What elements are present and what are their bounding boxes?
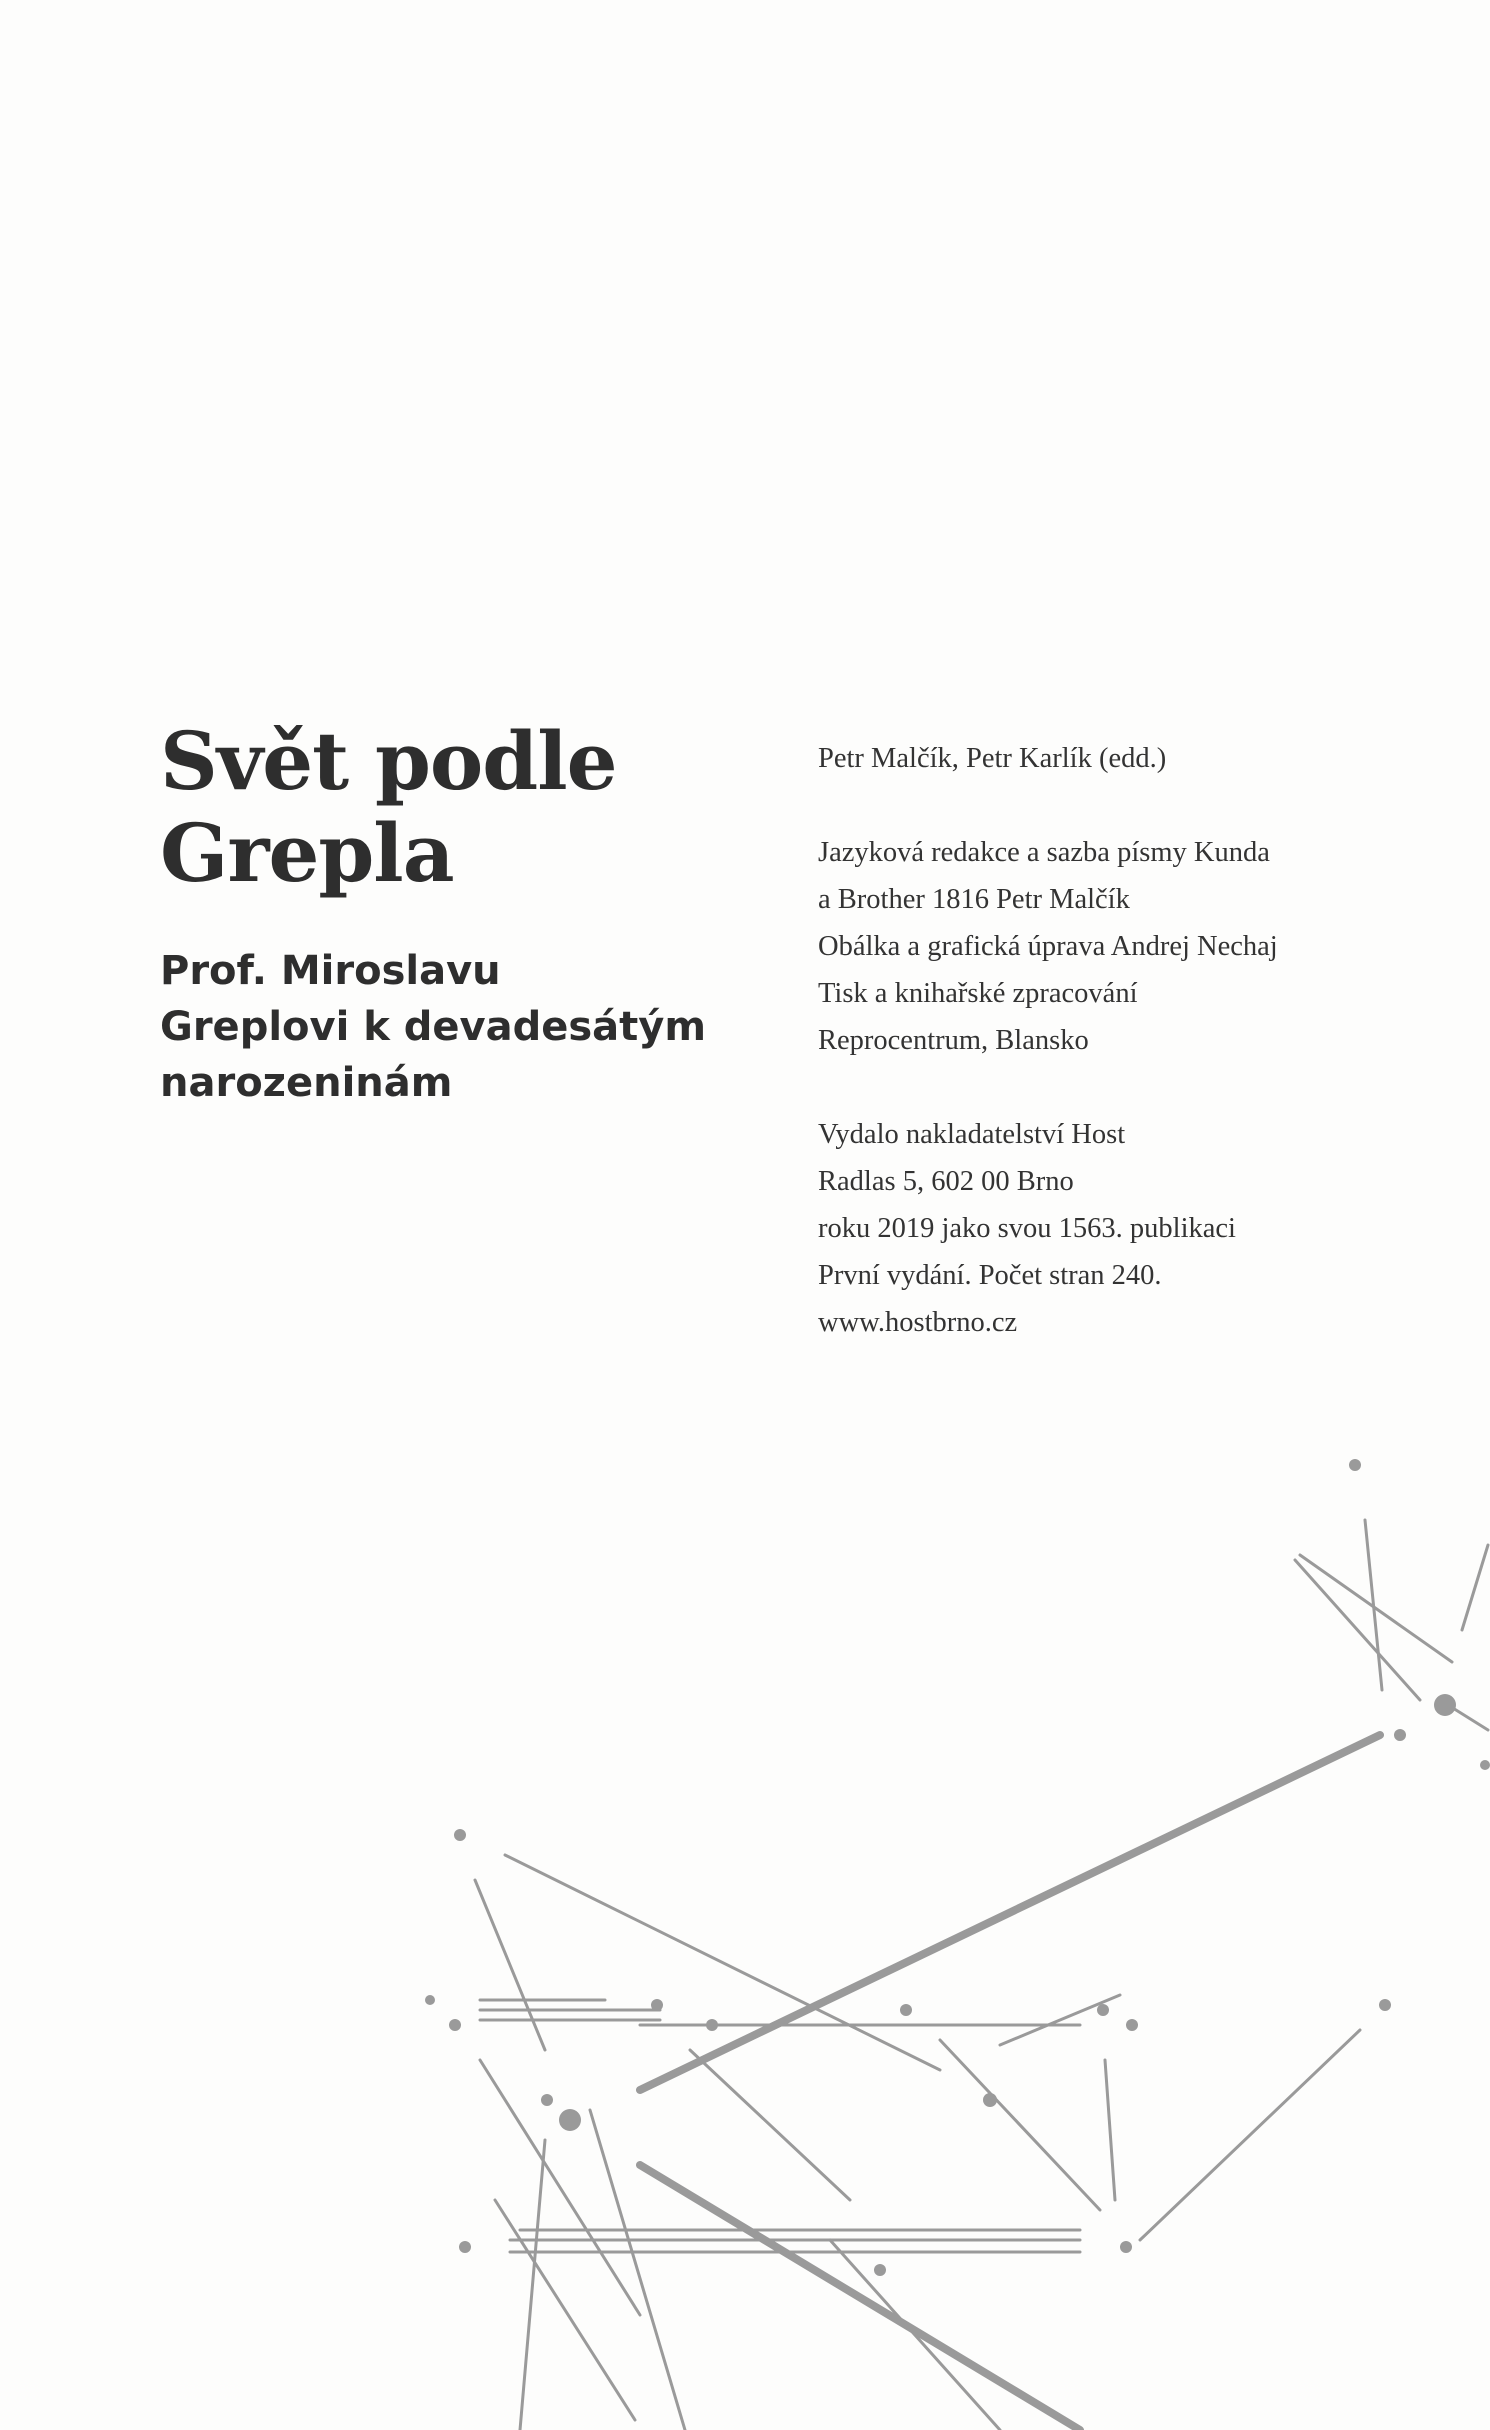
decoration-dot	[1120, 2241, 1132, 2253]
decoration-dot	[454, 1829, 466, 1841]
decoration-line	[480, 2060, 640, 2315]
book-subtitle-line-3: narozeninám	[160, 1060, 453, 1106]
publisher-line: Radlas 5, 602 00 Brno	[818, 1166, 1074, 1197]
decoration-line	[940, 2040, 1100, 2210]
decoration-dot	[706, 2019, 718, 2031]
editors-line: Petr Malčík, Petr Karlík (edd.)	[818, 743, 1167, 774]
book-title-line-2: Grepla	[160, 806, 454, 900]
book-subtitle-line-2: Greplovi k devadesátým	[160, 1004, 707, 1050]
decoration-line	[590, 2110, 685, 2430]
decoration-line	[1365, 1520, 1382, 1690]
decoration-dot	[1126, 2019, 1138, 2031]
decoration-line	[1300, 1555, 1452, 1662]
decoration-dot	[1097, 2004, 1109, 2016]
decoration-line	[520, 2140, 545, 2430]
decoration-dot	[559, 2109, 581, 2131]
decoration-dot	[541, 2094, 553, 2106]
decoration-dot	[874, 2264, 886, 2276]
decoration-dot	[459, 2241, 471, 2253]
publisher-line: Vydalo nakladatelství Host	[818, 1119, 1126, 1150]
decoration-line	[1140, 2030, 1360, 2240]
decoration-line	[1462, 1545, 1488, 1630]
production-line: Reprocentrum, Blansko	[818, 1025, 1089, 1056]
decoration-line	[1105, 2060, 1115, 2200]
production-line: Tisk a knihařské zpracování	[818, 978, 1138, 1009]
decoration-line	[1000, 1995, 1120, 2045]
decoration-dot	[1394, 1729, 1406, 1741]
decoration-dot	[900, 2004, 912, 2016]
decoration-dots	[425, 1459, 1490, 2276]
decoration-dot	[1434, 1694, 1456, 1716]
production-line: Obálka a grafická úprava Andrej Nechaj	[818, 931, 1278, 962]
decoration-dot	[1379, 1999, 1391, 2011]
decoration-line	[495, 2200, 635, 2420]
book-subtitle-line-1: Prof. Miroslavu	[160, 948, 501, 994]
decoration-line	[1295, 1560, 1420, 1700]
decoration-dot	[651, 1999, 663, 2011]
decoration-line	[640, 2165, 1080, 2430]
decoration-line	[475, 1880, 545, 2050]
production-line: a Brother 1816 Petr Malčík	[818, 884, 1130, 915]
decoration-line	[505, 1855, 940, 2070]
decoration-line	[640, 1735, 1380, 2090]
production-line: Jazyková redakce a sazba písmy Kunda	[818, 837, 1270, 868]
publisher-line: První vydání. Počet stran 240.	[818, 1260, 1162, 1291]
publisher-website: www.hostbrno.cz	[818, 1307, 1018, 1338]
publisher-line: roku 2019 jako svou 1563. publikaci	[818, 1213, 1236, 1244]
decoration-lines	[475, 1520, 1488, 2430]
decoration-dot	[983, 2093, 997, 2107]
decoration-dot	[449, 2019, 461, 2031]
decoration-line	[830, 2240, 1000, 2430]
decoration-line	[690, 2050, 850, 2200]
decoration-dot	[1480, 1760, 1490, 1770]
book-title-line-1: Svět podle	[160, 714, 617, 808]
decoration-dot	[425, 1995, 435, 2005]
decoration-dot	[1349, 1459, 1361, 1471]
